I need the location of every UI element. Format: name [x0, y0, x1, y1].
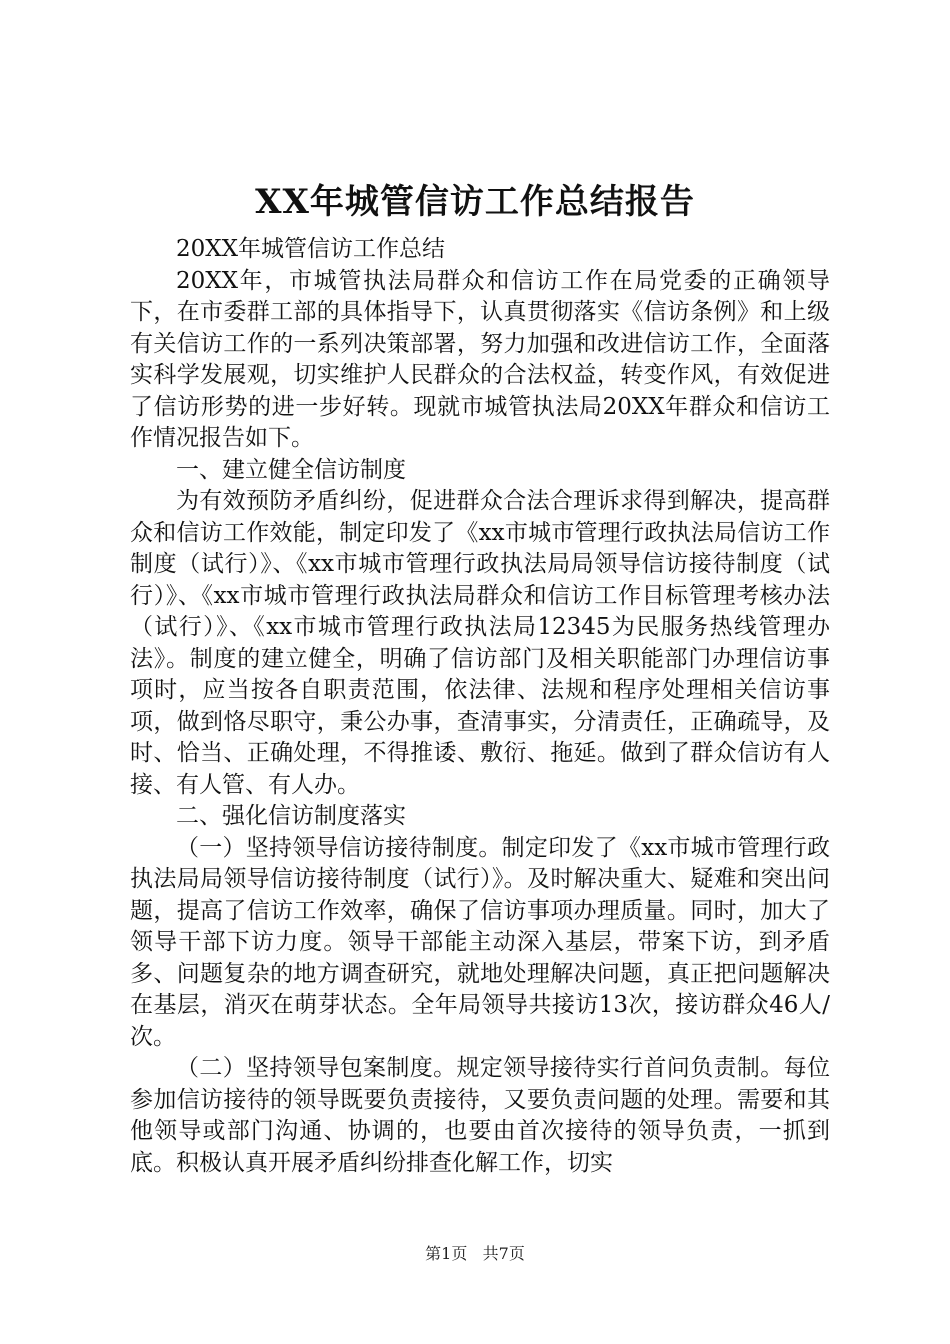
- paragraph-section-1: 为有效预防矛盾纠纷，促进群众合法合理诉求得到解决，提高群众和信访工作效能，制定印发了《xx市城市管理行政执法局信访工作制度（试行）》、《xx市城市管理行政执法局局领导信访接待制度（试行）》、《xx市城市管理行政执法局群众和信访工作目标管理考核办法（试行）》、《xx市城市管理行政执法局12345为民服务热线管理办法》。制度的建立健全，明确了信访部门及相关职能部门办理信访事项时，应当按各自职责范围，依法律、法规和程序处理相关信访事项，做到恪尽职守，秉公办事，查清事实，分清责任，正确疏导，及时、恰当、正确处理，不得推诿、敷衍、拖延。做到了群众信访有人接、有人管、有人办。: [130, 488, 830, 798]
- footer-spacer: [472, 1244, 477, 1263]
- section-heading-2: 二、强化信访制度落实: [176, 803, 406, 829]
- section-heading-1: 一、建立健全信访制度: [176, 456, 406, 483]
- document-body: [130, 234, 830, 1179]
- paragraph-section-2-item-2: （二）坚持领导包案制度。规定领导接待实行首问负责制。每位参加信访接待的领导既要负责接待，又要负责问题的处理。需要和其他领导或部门沟通、协调的，也要由首次接待的领导负责，一抓到底。积极认真开展矛盾纠纷排查化解工作，切实: [130, 1055, 830, 1176]
- document-subtitle: 20XX年城管信访工作总结: [176, 236, 446, 262]
- page-total: 共7页: [482, 1244, 525, 1263]
- document-title: XX年城管信访工作总结报告: [255, 182, 695, 222]
- paragraph-section-2-item-1: （一）坚持领导信访接待制度。制定印发了《xx市城市管理行政执法局局领导信访接待制度（试行）》。及时解决重大、疑难和突出问题，提高了信访工作效率，确保了信访事项办理质量。同时，加大了领导干部下访力度。领导干部能主动深入基层，带案下访，到矛盾多、问题复杂的地方调查研究，就地处理解决问题，真正把问题解决在基层，消灭在萌芽状态。全年局领导共接访13次，接访群众46人/次。: [130, 834, 830, 1050]
- page-number: 第1页: [425, 1244, 468, 1263]
- paragraph-intro: 20XX年，市城管执法局群众和信访工作在局党委的正确领导下，在市委群工部的具体指导下，认真贯彻落实《信访条例》和上级有关信访工作的一系列决策部署，努力加强和改进信访工作，全面落实科学发展观，切实维护人民群众的合法权益，转变作风，有效促进了信访形势的进一步好转。现就市城管执法局20XX年群众和信访工作情况报告如下。: [130, 267, 830, 451]
- page-footer: [0, 1243, 950, 1265]
